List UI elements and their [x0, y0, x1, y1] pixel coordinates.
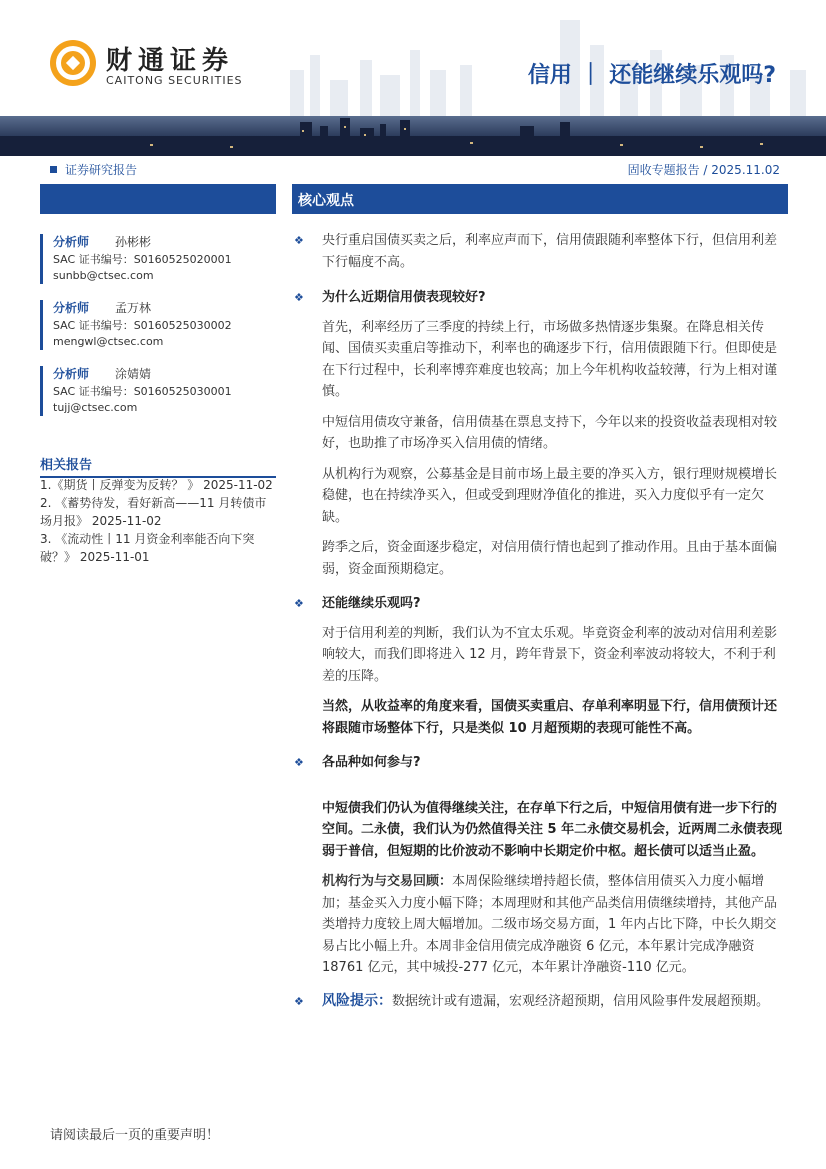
- caitong-logo: [48, 38, 258, 94]
- bullet-risk: ❖ 风险提示：数据统计或有遗漏，宏观经济超预期，信用风险事件发展超预期。: [292, 991, 788, 1013]
- paragraph: 对于信用利差的判断，我们认为不宜太乐观。毕竟资金利率的波动对信用利差影响较大，而我们即将进入 12 月，跨年背景下，资金利率波动将较大，不利于利差的压降。: [322, 625, 778, 684]
- diamond-bullet-icon: ❖: [294, 597, 304, 610]
- related-report-link[interactable]: 1.《期货丨反弹变为反转？ 》 2025-11-02: [40, 478, 273, 492]
- logo-chinese-name: 财通证券: [106, 46, 235, 76]
- paragraph-emphasis: 当然，从收益率的角度来看，国债买卖重启、存单利率明显下行，信用债预计还将跟随市场整体下行，只是类似 10 月超预期的表现可能性不高。: [322, 699, 778, 736]
- paragraph-emphasis: 中短债我们仍认为值得继续关注，在存单下行之后，中短信用债有进一步下行的空间。二永债，我们认为仍然值得关注 5 年二永债交易机会，近两周二永债表现弱于普信，但短期的比价波动不影响中长期定价中枢。超长债可以适当止盈。: [322, 800, 783, 859]
- analyst-email[interactable]: mengwl@ctsec.com: [53, 335, 164, 348]
- bullet-intro: ❖ 央行重启国债买卖之后，利率应声而下，信用债跟随利率整体下行，但信用利差下行幅度不高。: [292, 230, 788, 273]
- diamond-bullet-icon: ❖: [294, 994, 304, 1008]
- footer-disclaimer-note: 请阅读最后一页的重要声明！: [50, 1128, 220, 1143]
- analyst-card: 分析师 涂婧婧 SAC 证书编号：S0160525030001 tujj@ctsec.com: [40, 366, 276, 416]
- paragraph: 中短信用债攻守兼备，信用债基在票息支持下，今年以来的投资收益表现相对较好，也助推了市场净买入信用债的情绪。: [322, 414, 778, 451]
- report-type-label: 证券研究报告: [50, 161, 137, 178]
- analyst-card: 分析师 孙彬彬 SAC 证书编号：S0160525020001 sunbb@ctsec.com: [40, 234, 276, 284]
- bullet-question-2: ❖ 还能继续乐观吗?: [292, 593, 788, 615]
- bullet-question-3: ❖ 各品种如何参与?: [292, 752, 788, 774]
- related-reports-title: 相关报告: [40, 454, 276, 478]
- related-report-link[interactable]: 2. 《蓄势待发，看好新高——11 月转债市场月报》 2025-11-02: [40, 496, 267, 528]
- risk-label: 风险提示：: [322, 992, 392, 1009]
- report-category-date: 固收专题报告 / 2025.11.02: [627, 163, 780, 177]
- paragraph-label: 机构行为与交易回顾：: [322, 874, 453, 889]
- paragraph: 首先，利率经历了三季度的持续上行，市场做多热情逐步集聚。在降息相关传闻、国债买卖重启等推动下，利率也的确逐步下行，信用债跟随下行。但即使是在下行过程中，长利率博弈难度也较高；加上今年机构收益较薄，行为上相对谨慎。: [322, 319, 778, 399]
- logo-english-name: CAITONG SECURITIES: [106, 74, 243, 87]
- related-report-link[interactable]: 3. 《流动性丨11 月资金利率能否向下突破？》 2025-11-01: [40, 532, 255, 564]
- analyst-email[interactable]: sunbb@ctsec.com: [53, 269, 154, 282]
- analyst-card: 分析师 孟万林 SAC 证书编号：S0160525030002 mengwl@ctsec.com: [40, 300, 276, 350]
- analyst-cert: SAC 证书编号：S0160525020001: [53, 253, 232, 266]
- paragraph: 机构行为与交易回顾：本周保险继续增持超长债，整体信用债买入力度小幅增加；基金买入力度小幅下降；本周理财和其他产品类信用债继续增持，其他产品类增持力度较上周大幅增加。二级市场交易方面，1 年内占比下降，中长久期交易占比小幅上升。本周非金信用债完成净融资 6 亿元，本年累计完成净融资 18761 亿元，其中城投-277 亿元，本年累计净融资-110 亿元。: [322, 874, 778, 975]
- diamond-bullet-icon: ❖: [294, 756, 304, 769]
- analyst-name: 涂婧婧: [115, 367, 152, 381]
- left-header-bar: [40, 184, 276, 214]
- paragraph: 从机构行为观察，公募基金是目前市场上最主要的净买入方，银行理财规模增长稳健，也在持续净买入，但或受到理财净值化的推进，买入力度似乎有一定欠缺。: [322, 466, 778, 525]
- report-title: 信用 ｜ 还能继续乐观吗?: [527, 63, 776, 88]
- analyst-name: 孙彬彬: [115, 235, 152, 249]
- core-views-header: [292, 184, 788, 214]
- caitong-logo-icon: [48, 38, 98, 88]
- diamond-bullet-icon: ❖: [294, 291, 304, 304]
- core-views-content: [292, 230, 788, 1012]
- paragraph: 跨季之后，资金面逐步稳定，对信用债行情也起到了推动作用。且由于基本面偏弱，资金面预期稳定。: [322, 540, 778, 577]
- analyst-cert: SAC 证书编号：S0160525030001: [53, 385, 232, 398]
- city-night-banner: [0, 116, 826, 156]
- analyst-email[interactable]: tujj@ctsec.com: [53, 401, 138, 414]
- analyst-name: 孟万林: [115, 301, 152, 315]
- related-reports-list: [40, 476, 276, 566]
- core-views-title: 核心观点: [298, 193, 354, 209]
- analyst-cert: SAC 证书编号：S0160525030002: [53, 319, 232, 332]
- diamond-bullet-icon: ❖: [294, 234, 304, 247]
- square-bullet-icon: [50, 166, 57, 173]
- bullet-question-1: ❖ 为什么近期信用债表现较好?: [292, 287, 788, 309]
